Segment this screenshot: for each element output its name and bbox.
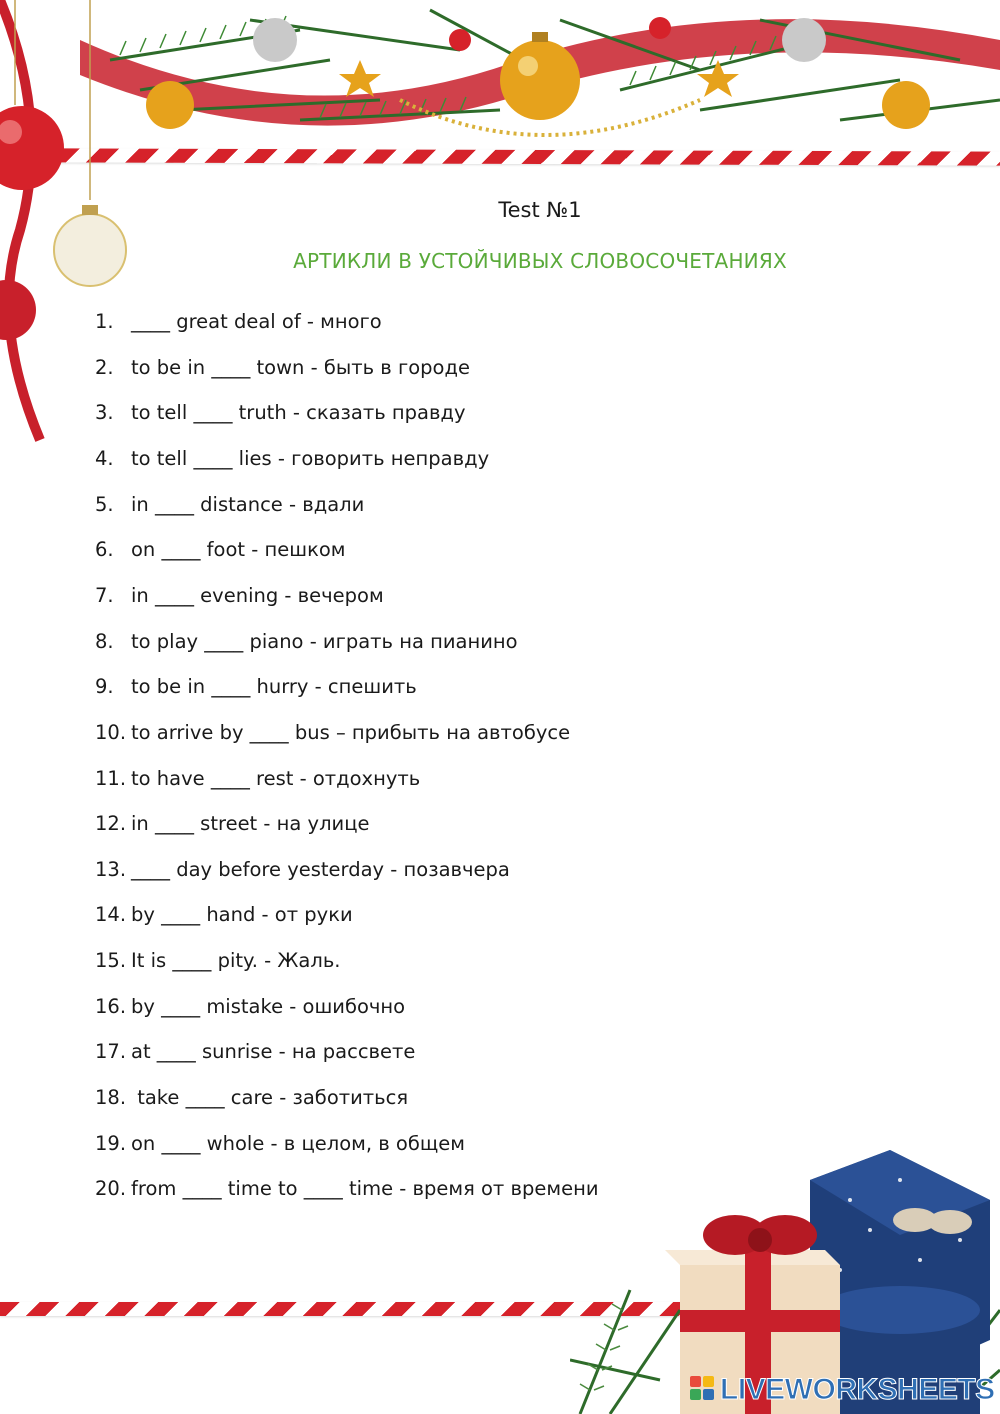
list-item bbox=[95, 1177, 599, 1207]
item-text: to play ____ piano - играть на пианино bbox=[131, 630, 518, 653]
list-item bbox=[95, 1086, 408, 1116]
item-number: 16. bbox=[95, 995, 127, 1018]
item-number: 12. bbox=[95, 812, 127, 835]
item-number: 4. bbox=[95, 447, 114, 470]
item-number: 7. bbox=[95, 584, 114, 607]
item-number: 5. bbox=[95, 493, 114, 516]
item-text: on ____ foot - пешком bbox=[131, 538, 346, 561]
item-text: to be in ____ town - быть в городе bbox=[131, 356, 470, 379]
item-number: 20. bbox=[95, 1177, 127, 1200]
list-item bbox=[95, 995, 405, 1025]
item-number: 19. bbox=[95, 1132, 127, 1155]
item-text: take ____ care - заботиться bbox=[131, 1086, 409, 1109]
list-item bbox=[95, 630, 518, 660]
item-text: It is ____ pity. - Жаль. bbox=[131, 949, 341, 972]
item-text: to arrive by ____ bus – прибыть на автобусе bbox=[131, 721, 571, 744]
item-text: by ____ mistake - ошибочно bbox=[131, 995, 406, 1018]
item-text: at ____ sunrise - на рассвете bbox=[131, 1040, 416, 1063]
list-item bbox=[95, 493, 364, 523]
item-number: 18. bbox=[95, 1086, 127, 1109]
item-text: from ____ time to ____ time - время от времени bbox=[131, 1177, 599, 1200]
item-number: 11. bbox=[95, 767, 127, 790]
item-number: 10. bbox=[95, 721, 127, 744]
item-text: in ____ evening - вечером bbox=[131, 584, 384, 607]
item-text: to have ____ rest - отдохнуть bbox=[131, 767, 421, 790]
item-text: in ____ street - на улице bbox=[131, 812, 370, 835]
list-item bbox=[95, 356, 470, 386]
item-number: 15. bbox=[95, 949, 127, 972]
item-number: 1. bbox=[95, 310, 114, 333]
list-item bbox=[95, 538, 346, 568]
item-number: 3. bbox=[95, 401, 114, 424]
list-item bbox=[95, 949, 341, 979]
list-item bbox=[95, 447, 489, 477]
item-text: to tell ____ truth - сказать правду bbox=[131, 401, 466, 424]
item-text: in ____ distance - вдали bbox=[131, 493, 365, 516]
list-item bbox=[95, 310, 382, 340]
list-item bbox=[95, 675, 417, 705]
item-text: on ____ whole - в целом, в общем bbox=[131, 1132, 465, 1155]
item-number: 14. bbox=[95, 903, 127, 926]
test-title: Test №1 bbox=[498, 198, 582, 222]
item-number: 8. bbox=[95, 630, 114, 653]
list-item bbox=[95, 812, 370, 842]
liveworksheets-watermark bbox=[690, 1372, 995, 1408]
watermark-text: LIVEWORKSHEETS bbox=[720, 1373, 995, 1406]
item-text: ____ day before yesterday - позавчера bbox=[131, 858, 510, 881]
item-text: to be in ____ hurry - спешить bbox=[131, 675, 417, 698]
list-item bbox=[95, 401, 466, 431]
test-subtitle: АРТИКЛИ В УСТОЙЧИВЫХ СЛОВОСОЧЕТАНИЯХ bbox=[293, 249, 787, 273]
item-text: ____ great deal of - много bbox=[131, 310, 382, 333]
list-item bbox=[95, 584, 384, 614]
list-item bbox=[95, 1040, 415, 1070]
item-number: 2. bbox=[95, 356, 114, 379]
liveworksheets-logo-icon bbox=[690, 1376, 716, 1404]
list-item bbox=[95, 721, 570, 751]
list-item bbox=[95, 903, 353, 933]
item-number: 17. bbox=[95, 1040, 127, 1063]
item-text: to tell ____ lies - говорить неправду bbox=[131, 447, 490, 470]
item-text: by ____ hand - от руки bbox=[131, 903, 353, 926]
list-item bbox=[95, 1132, 465, 1162]
item-number: 6. bbox=[95, 538, 114, 561]
item-number: 9. bbox=[95, 675, 114, 698]
christmas-garland-decoration bbox=[0, 0, 1000, 200]
item-number: 13. bbox=[95, 858, 127, 881]
list-item bbox=[95, 858, 510, 888]
list-item bbox=[95, 767, 420, 797]
hanging-ornaments-decoration bbox=[0, 0, 140, 460]
